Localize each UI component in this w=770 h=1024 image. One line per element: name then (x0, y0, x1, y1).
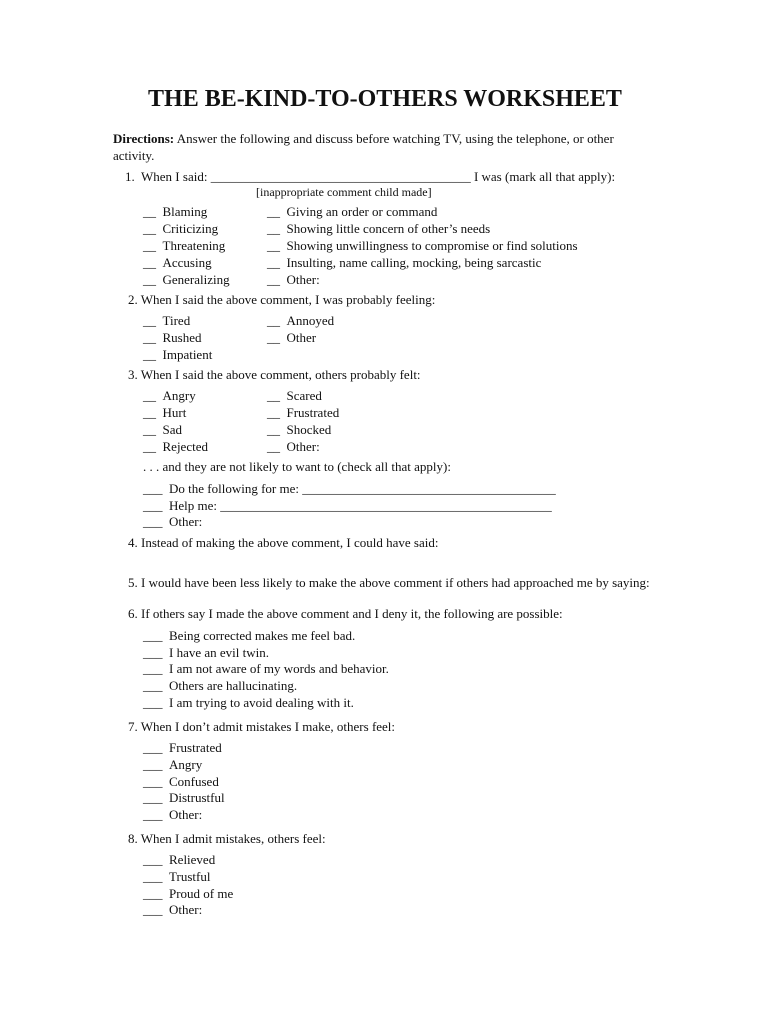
q7-number: 7. (128, 719, 138, 734)
q3-sub-option-checkbox-blank[interactable]: ___ (143, 497, 163, 513)
q8-text: When I admit mistakes, others feel: (140, 831, 326, 846)
q2-right-option-item (267, 329, 316, 346)
q7-option-checkbox-blank[interactable]: ___ (143, 790, 163, 806)
q1-left-option-label: Threatening (162, 238, 226, 253)
q3-left-option-item (143, 421, 182, 438)
q6-option-checkbox-blank[interactable]: ___ (143, 661, 163, 677)
q1-right-option-item (267, 203, 437, 220)
q8-option-item (143, 851, 215, 868)
q3-sub-option-label: Help me: ___________________________________________________ (169, 497, 552, 513)
q8-option-checkbox-blank[interactable]: ___ (143, 885, 163, 901)
q8-option-label: Relieved (169, 852, 216, 867)
q1-suffix: I was (mark all that apply): (473, 169, 616, 184)
q6-option-checkbox-blank[interactable]: ___ (143, 644, 163, 660)
q3-left-option-label: Sad (162, 422, 182, 437)
q6-option-label: I have an evil twin. (169, 644, 269, 660)
q7-option-checkbox-blank[interactable]: ___ (143, 756, 163, 772)
q6-option-label: I am trying to avoid dealing with it. (169, 694, 354, 710)
q8-option-label: Trustful (169, 868, 211, 884)
q7-option-item (143, 806, 202, 823)
directions (113, 130, 653, 164)
q1-left-option-label: Generalizing (162, 272, 230, 287)
q2-question (128, 291, 435, 308)
q3-right-option-label: Shocked (286, 422, 332, 437)
q2-right-option-label: Other (286, 330, 317, 345)
q3-left-option-label: Angry (162, 388, 196, 403)
q7-option-checkbox-blank[interactable]: ___ (143, 807, 163, 823)
q1-right-option-checkbox-blank[interactable]: __ (267, 272, 280, 287)
q6-option-item (143, 627, 355, 644)
q2-left-option-checkbox-blank[interactable]: __ (143, 330, 156, 345)
q7-option-label: Angry (169, 756, 203, 772)
q8-option-checkbox-blank[interactable]: ___ (143, 852, 163, 867)
q8-option-label: Other: (169, 902, 203, 918)
q1-right-option-label: Giving an order or command (286, 204, 438, 219)
q3-question (128, 366, 421, 383)
q1-right-option-checkbox-blank[interactable]: __ (267, 238, 280, 253)
q1-left-option-item (143, 271, 230, 288)
q2-right-option-item (267, 312, 334, 329)
q6-option-label: Others are hallucinating. (169, 678, 298, 694)
q1-left-option-item (143, 237, 225, 254)
q1-right-option-checkbox-blank[interactable]: __ (267, 204, 280, 219)
q1-blank[interactable]: ________________________________________ (210, 169, 471, 184)
q3-right-option-label: Other: (286, 439, 320, 454)
q3-right-option-label: Frustrated (286, 405, 340, 420)
q7-option-label: Frustrated (169, 740, 222, 755)
q8-option-item (143, 901, 202, 918)
q3-right-option-checkbox-blank[interactable]: __ (267, 388, 280, 403)
q3-left-option-checkbox-blank[interactable]: __ (143, 439, 156, 454)
q6-option-item (143, 644, 269, 661)
q6-option-item (143, 694, 354, 711)
q5-text: I would have been less likely to make the above comment if others had approached me by saying: (141, 575, 650, 590)
q5-number: 5. (128, 575, 138, 590)
q2-left-option-checkbox-blank[interactable]: __ (143, 347, 156, 362)
q7-option-label: Confused (169, 773, 219, 789)
q1-number: 1. (125, 169, 135, 184)
q3-sub-option-label: Other: (169, 514, 203, 529)
directions-label: Directions: (113, 131, 175, 146)
q6-text: If others say I made the above comment and I deny it, the following are possible: (141, 606, 563, 621)
q8-option-item (143, 885, 233, 902)
q3-sub-option-item (143, 513, 202, 530)
q3-sub-option-label: Do the following for me: _______________________________________ (169, 481, 556, 496)
q4-question (128, 534, 438, 551)
q3-right-option-checkbox-blank[interactable]: __ (267, 439, 280, 454)
q7-text: When I don’t admit mistakes I make, others feel: (140, 719, 396, 734)
q1-prefix: When I said: (141, 169, 208, 184)
q1-right-option-label: Insulting, name calling, mocking, being sarcastic (286, 255, 542, 270)
q6-number: 6. (128, 606, 138, 621)
q7-option-item (143, 773, 219, 790)
q1-left-option-checkbox-blank[interactable]: __ (143, 204, 156, 219)
q1-left-option-checkbox-blank[interactable]: __ (143, 272, 156, 287)
q7-option-checkbox-blank[interactable]: ___ (143, 740, 163, 755)
q3-left-option-checkbox-blank[interactable]: __ (143, 388, 156, 403)
q7-question (128, 718, 395, 735)
q6-option-checkbox-blank[interactable]: ___ (143, 678, 163, 694)
q8-question (128, 830, 326, 847)
q8-option-checkbox-blank[interactable]: ___ (143, 902, 163, 918)
q3-right-option-item (267, 421, 331, 438)
q3-left-option-item (143, 404, 186, 421)
q6-question (128, 605, 563, 622)
q1-line (125, 168, 615, 185)
q3-right-option-item (267, 387, 322, 404)
q3-subtext: . . . and they are not likely to want to (check all that apply): (143, 459, 451, 474)
q2-left-option-item (143, 346, 212, 363)
q1-right-option-checkbox-blank[interactable]: __ (267, 221, 280, 236)
q1-left-option-label: Criticizing (162, 221, 219, 236)
q7-option-item (143, 789, 225, 806)
q1-right-option-item (267, 237, 578, 254)
q7-option-checkbox-blank[interactable]: ___ (143, 773, 163, 789)
q2-left-option-label: Tired (162, 313, 191, 328)
q1-left-option-item (143, 254, 212, 271)
q3-right-option-item (267, 438, 320, 455)
q8-option-label: Proud of me (169, 885, 234, 901)
q7-option-item (143, 756, 202, 773)
q6-option-checkbox-blank[interactable]: ___ (143, 694, 163, 710)
q1-right-option-item (267, 220, 490, 237)
q1-right-option-item (267, 271, 320, 288)
directions-text: Answer the following and discuss before watching TV, using the telephone, or other activity. (113, 131, 614, 163)
q1-left-option-checkbox-blank[interactable]: __ (143, 221, 156, 236)
q8-option-checkbox-blank[interactable]: ___ (143, 868, 163, 884)
q2-number: 2. (128, 292, 138, 307)
q3-right-option-item (267, 404, 339, 421)
q1-right-option-label: Showing unwillingness to compromise or find solutions (286, 238, 578, 253)
q4-text: Instead of making the above comment, I could have said: (141, 535, 439, 550)
q7-option-label: Distrustful (169, 790, 225, 806)
q1-note: [inappropriate comment child made] (256, 185, 432, 199)
q3-sub-option-item (143, 480, 556, 497)
q6-option-item (143, 677, 297, 694)
q6-option-item (143, 660, 389, 677)
q3-sub-option-checkbox-blank[interactable]: ___ (143, 514, 163, 529)
q1-left-option-label: Accusing (162, 255, 212, 270)
q3-left-option-label: Rejected (162, 439, 208, 454)
q3-left-option-checkbox-blank[interactable]: __ (143, 422, 156, 437)
page-title: THE BE-KIND-TO-OTHERS WORKSHEET (148, 86, 622, 112)
q6-option-label: I am not aware of my words and behavior. (169, 661, 389, 677)
q8-option-item (143, 868, 210, 885)
q5-question (128, 574, 650, 591)
q8-number: 8. (128, 831, 138, 846)
q7-option-item (143, 739, 222, 756)
q2-left-option-label: Rushed (162, 330, 202, 345)
q2-left-option-checkbox-blank[interactable]: __ (143, 313, 156, 328)
q3-number: 3. (128, 367, 138, 382)
q2-left-option-item (143, 329, 202, 346)
q2-right-option-label: Annoyed (286, 313, 335, 328)
q1-left-option-checkbox-blank[interactable]: __ (143, 255, 156, 270)
q6-option-checkbox-blank[interactable]: ___ (143, 628, 163, 643)
q2-right-option-checkbox-blank[interactable]: __ (267, 313, 280, 328)
q3-sub-option-item (143, 497, 552, 514)
q3-right-option-checkbox-blank[interactable]: __ (267, 405, 280, 420)
q2-text: When I said the above comment, I was probably feeling: (140, 292, 436, 307)
q3-left-option-item (143, 387, 196, 404)
q6-option-label: Being corrected makes me feel bad. (169, 628, 356, 643)
q1-right-option-checkbox-blank[interactable]: __ (267, 255, 280, 270)
q3-right-option-checkbox-blank[interactable]: __ (267, 422, 280, 437)
q2-left-option-item (143, 312, 190, 329)
q1-left-option-item (143, 203, 207, 220)
q2-left-option-label: Impatient (162, 347, 213, 362)
q3-text: When I said the above comment, others probably felt: (140, 367, 421, 382)
q1-right-option-item (267, 254, 541, 271)
q3-left-option-checkbox-blank[interactable]: __ (143, 405, 156, 420)
q3-sub-option-checkbox-blank[interactable]: ___ (143, 481, 163, 496)
q3-left-option-label: Hurt (162, 405, 187, 420)
q4-number: 4. (128, 535, 138, 550)
q1-left-option-label: Blaming (162, 204, 208, 219)
q7-option-label: Other: (169, 807, 203, 823)
q1-right-option-label: Showing little concern of other’s needs (286, 221, 491, 236)
q3-right-option-label: Scared (286, 388, 322, 403)
q1-right-option-label: Other: (286, 272, 320, 287)
q3-left-option-item (143, 438, 208, 455)
q1-left-option-item (143, 220, 218, 237)
q2-right-option-checkbox-blank[interactable]: __ (267, 330, 280, 345)
q1-left-option-checkbox-blank[interactable]: __ (143, 238, 156, 253)
